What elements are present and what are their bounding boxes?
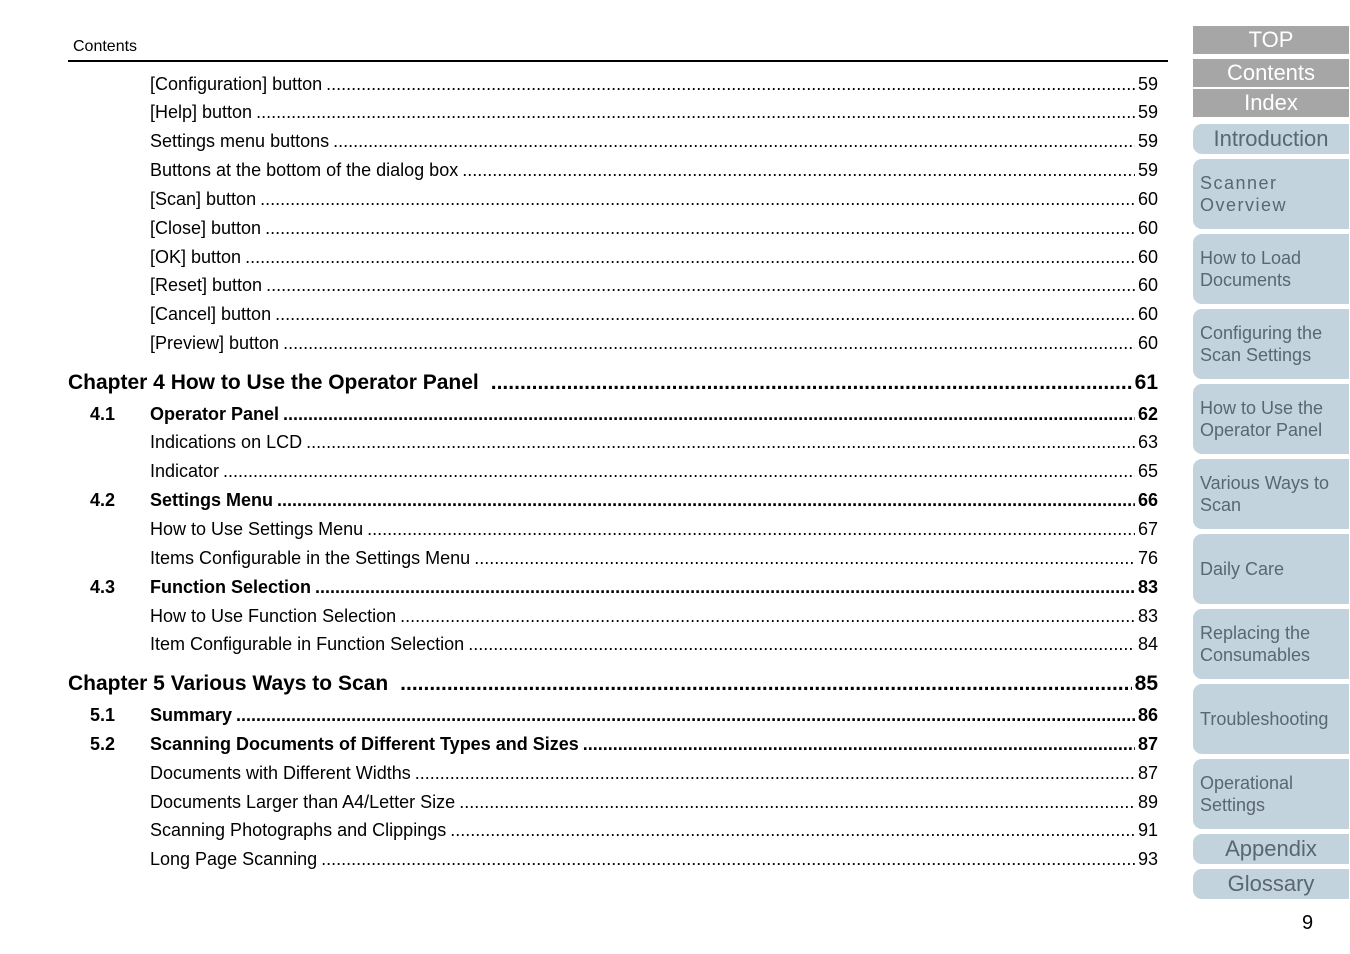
nav-top-button[interactable]: TOP xyxy=(1193,26,1349,54)
tab-scanner-overview[interactable]: Scanner Overview xyxy=(1193,159,1349,229)
tab-how-to-load-documents[interactable]: How to Load Documents xyxy=(1193,234,1349,304)
toc-section[interactable]: 4.1 Operator Panel ..... 62 xyxy=(68,402,1158,426)
toc-entry[interactable]: Scanning Photographs and Clippings ..... 91 xyxy=(150,818,1158,842)
tab-glossary[interactable]: Glossary xyxy=(1193,869,1349,899)
toc-entry[interactable]: Items Configurable in the Settings Menu ..... 76 xyxy=(150,546,1158,570)
toc-entry[interactable]: [Reset] button ..... 60 xyxy=(150,273,1158,297)
toc-entry[interactable]: [OK] button ..... 60 xyxy=(150,245,1158,269)
tab-daily-care[interactable]: Daily Care xyxy=(1193,534,1349,604)
toc-entry[interactable]: Settings menu buttons ..... 59 xyxy=(150,129,1158,153)
tab-troubleshooting[interactable]: Troubleshooting xyxy=(1193,684,1349,754)
toc-section[interactable]: 5.2 Scanning Documents of Different Types and Sizes ..... 87 xyxy=(68,732,1158,756)
toc-entry[interactable]: [Scan] button ..... 60 xyxy=(150,187,1158,211)
tab-appendix[interactable]: Appendix xyxy=(1193,834,1349,864)
tab-operational-settings[interactable]: Operational Settings xyxy=(1193,759,1349,829)
toc-chapter[interactable]: Chapter 4 How to Use the Operator Panel ..... 61 xyxy=(68,369,1158,397)
tab-various-ways-to-scan[interactable]: Various Ways to Scan xyxy=(1193,459,1349,529)
toc-entry[interactable]: How to Use Settings Menu ..... 67 xyxy=(150,517,1158,541)
tab-introduction[interactable]: Introduction xyxy=(1193,124,1349,154)
toc-entry[interactable]: [Close] button ..... 60 xyxy=(150,216,1158,240)
toc-section[interactable]: 4.2 Settings Menu ..... 66 xyxy=(68,488,1158,512)
toc-entry[interactable]: How to Use Function Selection ..... 83 xyxy=(150,604,1158,628)
toc-entry[interactable]: Item Configurable in Function Selection ..... 84 xyxy=(150,632,1158,656)
toc-entry[interactable]: Long Page Scanning ..... 93 xyxy=(150,847,1158,871)
tab-configuring-scan-settings[interactable]: Configuring the Scan Settings xyxy=(1193,309,1349,379)
toc-entry[interactable]: Indications on LCD ..... 63 xyxy=(150,430,1158,454)
header-rule xyxy=(68,60,1168,62)
tab-how-to-use-operator-panel[interactable]: How to Use the Operator Panel xyxy=(1193,384,1349,454)
toc-entry[interactable]: Documents with Different Widths ..... 87 xyxy=(150,761,1158,785)
nav-contents-button[interactable]: Contents xyxy=(1193,59,1349,87)
toc-section[interactable]: 5.1 Summary ..... 86 xyxy=(68,703,1158,727)
toc-entry[interactable]: [Cancel] button ..... 60 xyxy=(150,302,1158,326)
page-number: 9 xyxy=(1302,912,1314,934)
tab-replacing-consumables[interactable]: Replacing the Consumables xyxy=(1193,609,1349,679)
toc-entry[interactable]: Indicator ..... 65 xyxy=(150,459,1158,483)
toc-chapter[interactable]: Chapter 5 Various Ways to Scan ..... 85 xyxy=(68,670,1158,698)
toc-entry[interactable]: [Preview] button ..... 60 xyxy=(150,331,1158,355)
nav-index-button[interactable]: Index xyxy=(1193,89,1349,117)
toc-entry[interactable]: Buttons at the bottom of the dialog box ..... 59 xyxy=(150,158,1158,182)
toc-entry[interactable]: Documents Larger than A4/Letter Size ..... 89 xyxy=(150,790,1158,814)
toc-entry[interactable]: [Configuration] button ..... 59 xyxy=(150,72,1158,96)
toc-section[interactable]: 4.3 Function Selection ..... 83 xyxy=(68,575,1158,599)
toc-entry[interactable]: [Help] button ..... 59 xyxy=(150,100,1158,124)
header-section-label: Contents xyxy=(73,38,138,55)
